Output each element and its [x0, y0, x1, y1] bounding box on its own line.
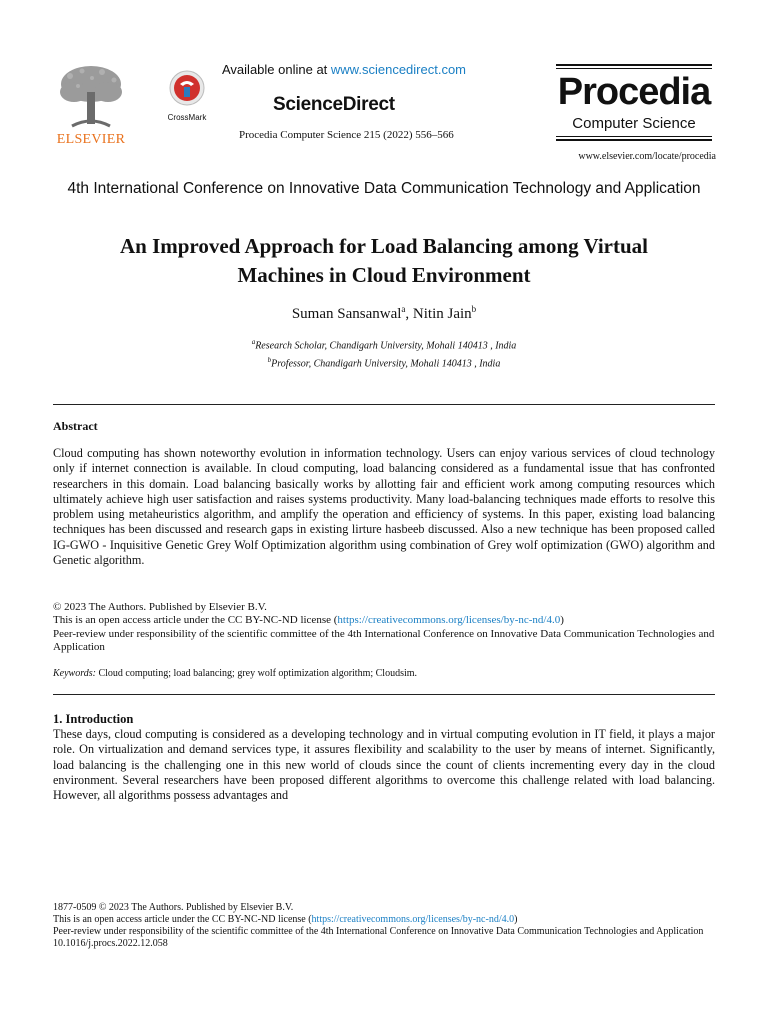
license-suffix: )	[514, 914, 518, 925]
license-line	[53, 614, 715, 627]
title-line-1: An Improved Approach for Load Balancing among Virtual	[119, 234, 648, 258]
abstract-heading: Abstract	[53, 419, 98, 433]
crossmark-icon	[169, 70, 205, 106]
abstract-copyright-block	[53, 601, 715, 655]
logo-rule	[556, 139, 712, 141]
logo-rule	[556, 68, 712, 69]
title-line-2: Machines in Cloud Environment	[237, 263, 531, 287]
affiliation-sup: b	[267, 356, 272, 365]
divider	[53, 404, 715, 405]
footer	[53, 902, 715, 950]
crossmark-badge[interactable]	[166, 70, 208, 122]
author-separator: ,	[405, 306, 413, 322]
author-name: Nitin Jain	[412, 306, 472, 322]
affiliation-b	[60, 353, 708, 371]
peer-review-line: Peer-review under responsibility of the scientific committee of the 4th International Conference on Innovative Data Communication Technologies and Application	[53, 627, 715, 654]
affiliation-text: Research Scholar, Chandigarh University, Mohali 140413 , India	[255, 340, 517, 352]
footer-license-line	[53, 914, 715, 926]
author-name: Suman Sansanwal	[291, 306, 402, 322]
available-prefix: Available online at	[222, 62, 331, 77]
authors	[60, 304, 708, 323]
conference-name: 4th International Conference on Innovative Data Communication Technology and Application	[67, 180, 701, 197]
doi[interactable]: 10.1016/j.procs.2022.12.058	[53, 938, 168, 949]
paper-title	[60, 232, 708, 290]
procedia-logo	[556, 64, 712, 142]
license-link[interactable]: https://creativecommons.org/licenses/by-nc-nd/4.0	[337, 614, 561, 627]
divider	[53, 694, 715, 695]
sciencedirect-link[interactable]: www.sciencedirect.com	[330, 62, 467, 77]
license-prefix: This is an open access article under the CC BY-NC-ND license (	[53, 614, 338, 627]
footer-license-link[interactable]: https://creativecommons.org/licenses/by-nc-nd/4.0	[311, 914, 515, 925]
sciencedirect-brand: ScienceDirect	[273, 94, 395, 115]
introduction-text: These days, cloud computing is considered as a developing technology and in virtual computing evolution in IT field, it plays a major role. On virtualization and demand services type, it assures flexibility and scalability to the user by means of internet. Significantly, load balancing is the challenging one in this new world of clouds since the count of clients incrementing every day in the cloud environment. Several researchers have been proposed different algorithms to overcome this challenge related with load balancing. However, all algorithms possess advantages and	[53, 727, 715, 803]
copyright-line: © 2023 The Authors. Published by Elsevier B.V.	[53, 601, 267, 613]
issn-line: 1877-0509 © 2023 The Authors. Published by Elsevier B.V.	[53, 902, 294, 913]
keywords-list: Cloud computing; load balancing; grey wolf optimization algorithm; Cloudsim.	[95, 668, 418, 679]
journal-reference: Procedia Computer Science 215 (2022) 556–566	[239, 129, 454, 141]
affiliation-a	[60, 335, 708, 353]
available-online	[222, 62, 466, 77]
logo-rule	[556, 136, 712, 137]
affiliations	[60, 335, 708, 372]
keywords-label: Keywords:	[53, 668, 96, 679]
affiliation-sup: a	[251, 338, 256, 346]
journal-url[interactable]: www.elsevier.com/locate/procedia	[578, 151, 716, 162]
author-sup: b	[471, 304, 477, 314]
footer-peer-review: Peer-review under responsibility of the scientific committee of the 4th International Conference on Innovative Data Communication Technologies and Application	[53, 926, 704, 937]
author-sup: a	[401, 304, 406, 314]
publisher-name: ELSEVIER	[56, 132, 126, 147]
logo-rule	[556, 64, 712, 66]
abstract-text: Cloud computing has shown noteworthy evolution in information technology. Users can enjoy various services of cloud technology only if internet connection is available. In cloud computing, load balancing considered as a fundamental issue that has confronted researchers in this domain. Load balancing basically works by allotting fair and efficient work among computing resources which ultimately achieve high user satisfaction and raises systems productivity. Many load-balancing techniques made efforts to resolve this problem using metaheuristics algorithm, and amplify the operation and efficiency of systems. In this paper, existing load balancing techniques has been discussed and research gaps in existing lirture hasbeeb discussed. Also a new technique has been proposed called IG-GWO - Inquisitive Genetic Grey Wolf Optimization algorithm using combination of Grey wolf optimization (GWO) algorithm and Genetic algorithm.	[53, 446, 715, 568]
license-suffix: )	[560, 614, 564, 627]
license-prefix: This is an open access article under the CC BY-NC-ND license (	[53, 914, 312, 925]
procedia-name: Procedia	[557, 71, 711, 113]
section-heading-introduction: 1. Introduction	[53, 712, 134, 726]
procedia-subtitle: Computer Science	[572, 115, 696, 132]
keywords	[53, 668, 715, 679]
crossmark-label: CrossMark	[167, 113, 207, 122]
affiliation-text: Professor, Chandigarh University, Mohali 140413 , India	[271, 358, 501, 370]
